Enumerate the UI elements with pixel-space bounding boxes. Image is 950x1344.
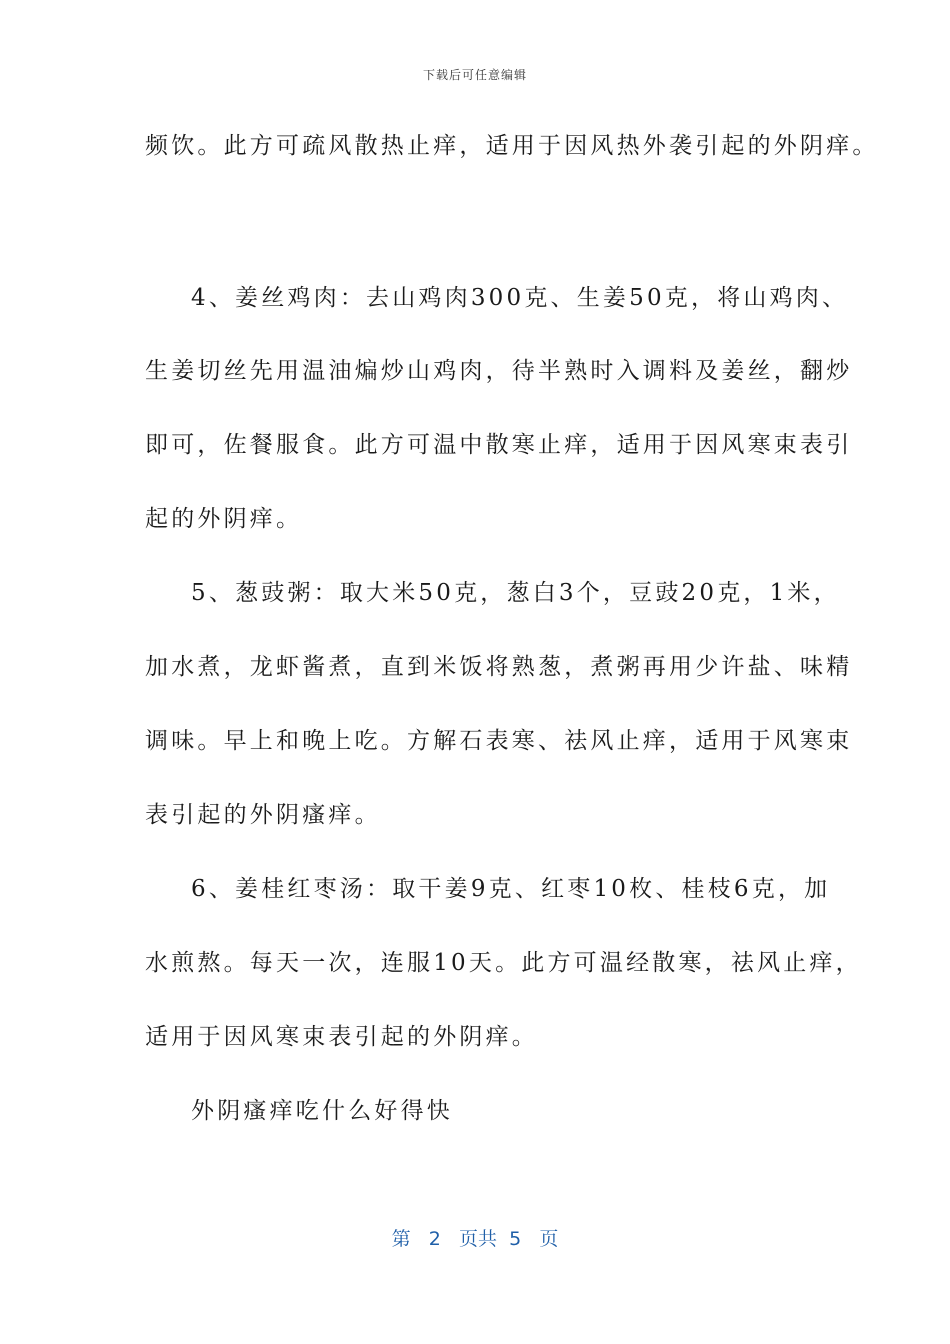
text-line: 调味。早上和晚上吃。方解石表寒、祛风止痒，适用于风寒束 [145, 728, 853, 754]
text-line: 5、葱豉粥：取大米50克，葱白3个，豆豉20克，1米， [191, 580, 840, 606]
text-line: 即可，佐餐服食。此方可温中散寒止痒，适用于因风寒束表引 [145, 432, 853, 458]
page-label-suffix: 页 [539, 1228, 559, 1250]
page-label-prefix: 第 [391, 1228, 411, 1250]
text-line: 起的外阴痒。 [145, 506, 303, 532]
section-heading: 外阴瘙痒吃什么好得快 [191, 1098, 453, 1124]
text-line: 频饮。此方可疏风散热止痒，适用于因风热外袭引起的外阴痒。 [145, 133, 879, 159]
text-line: 4、姜丝鸡肉：去山鸡肉300克、生姜50克，将山鸡肉、 [191, 285, 849, 311]
header-note: 下载后可任意编辑 [422, 68, 527, 82]
text-line: 水煎熬。每天一次，连服10天。此方可温经散寒，祛风止痒， [145, 950, 862, 976]
text-line: 6、姜桂红枣汤：取干姜9克、红枣10枚、桂枝6克，加 [191, 876, 831, 902]
text-line: 加水煮，龙虾酱煮，直到米饭将熟葱，煮粥再用少许盐、味精 [145, 654, 853, 680]
text-line: 适用于因风寒束表引起的外阴痒。 [145, 1024, 538, 1050]
current-page-number: 2 [428, 1228, 441, 1250]
text-line: 表引起的外阴瘙痒。 [145, 802, 381, 828]
text-line: 生姜切丝先用温油煸炒山鸡肉，待半熟时入调料及姜丝，翻炒 [145, 358, 853, 384]
page-number-footer [0, 1224, 950, 1251]
page-label-middle: 页共 [459, 1228, 498, 1250]
total-pages-number: 5 [509, 1228, 522, 1250]
